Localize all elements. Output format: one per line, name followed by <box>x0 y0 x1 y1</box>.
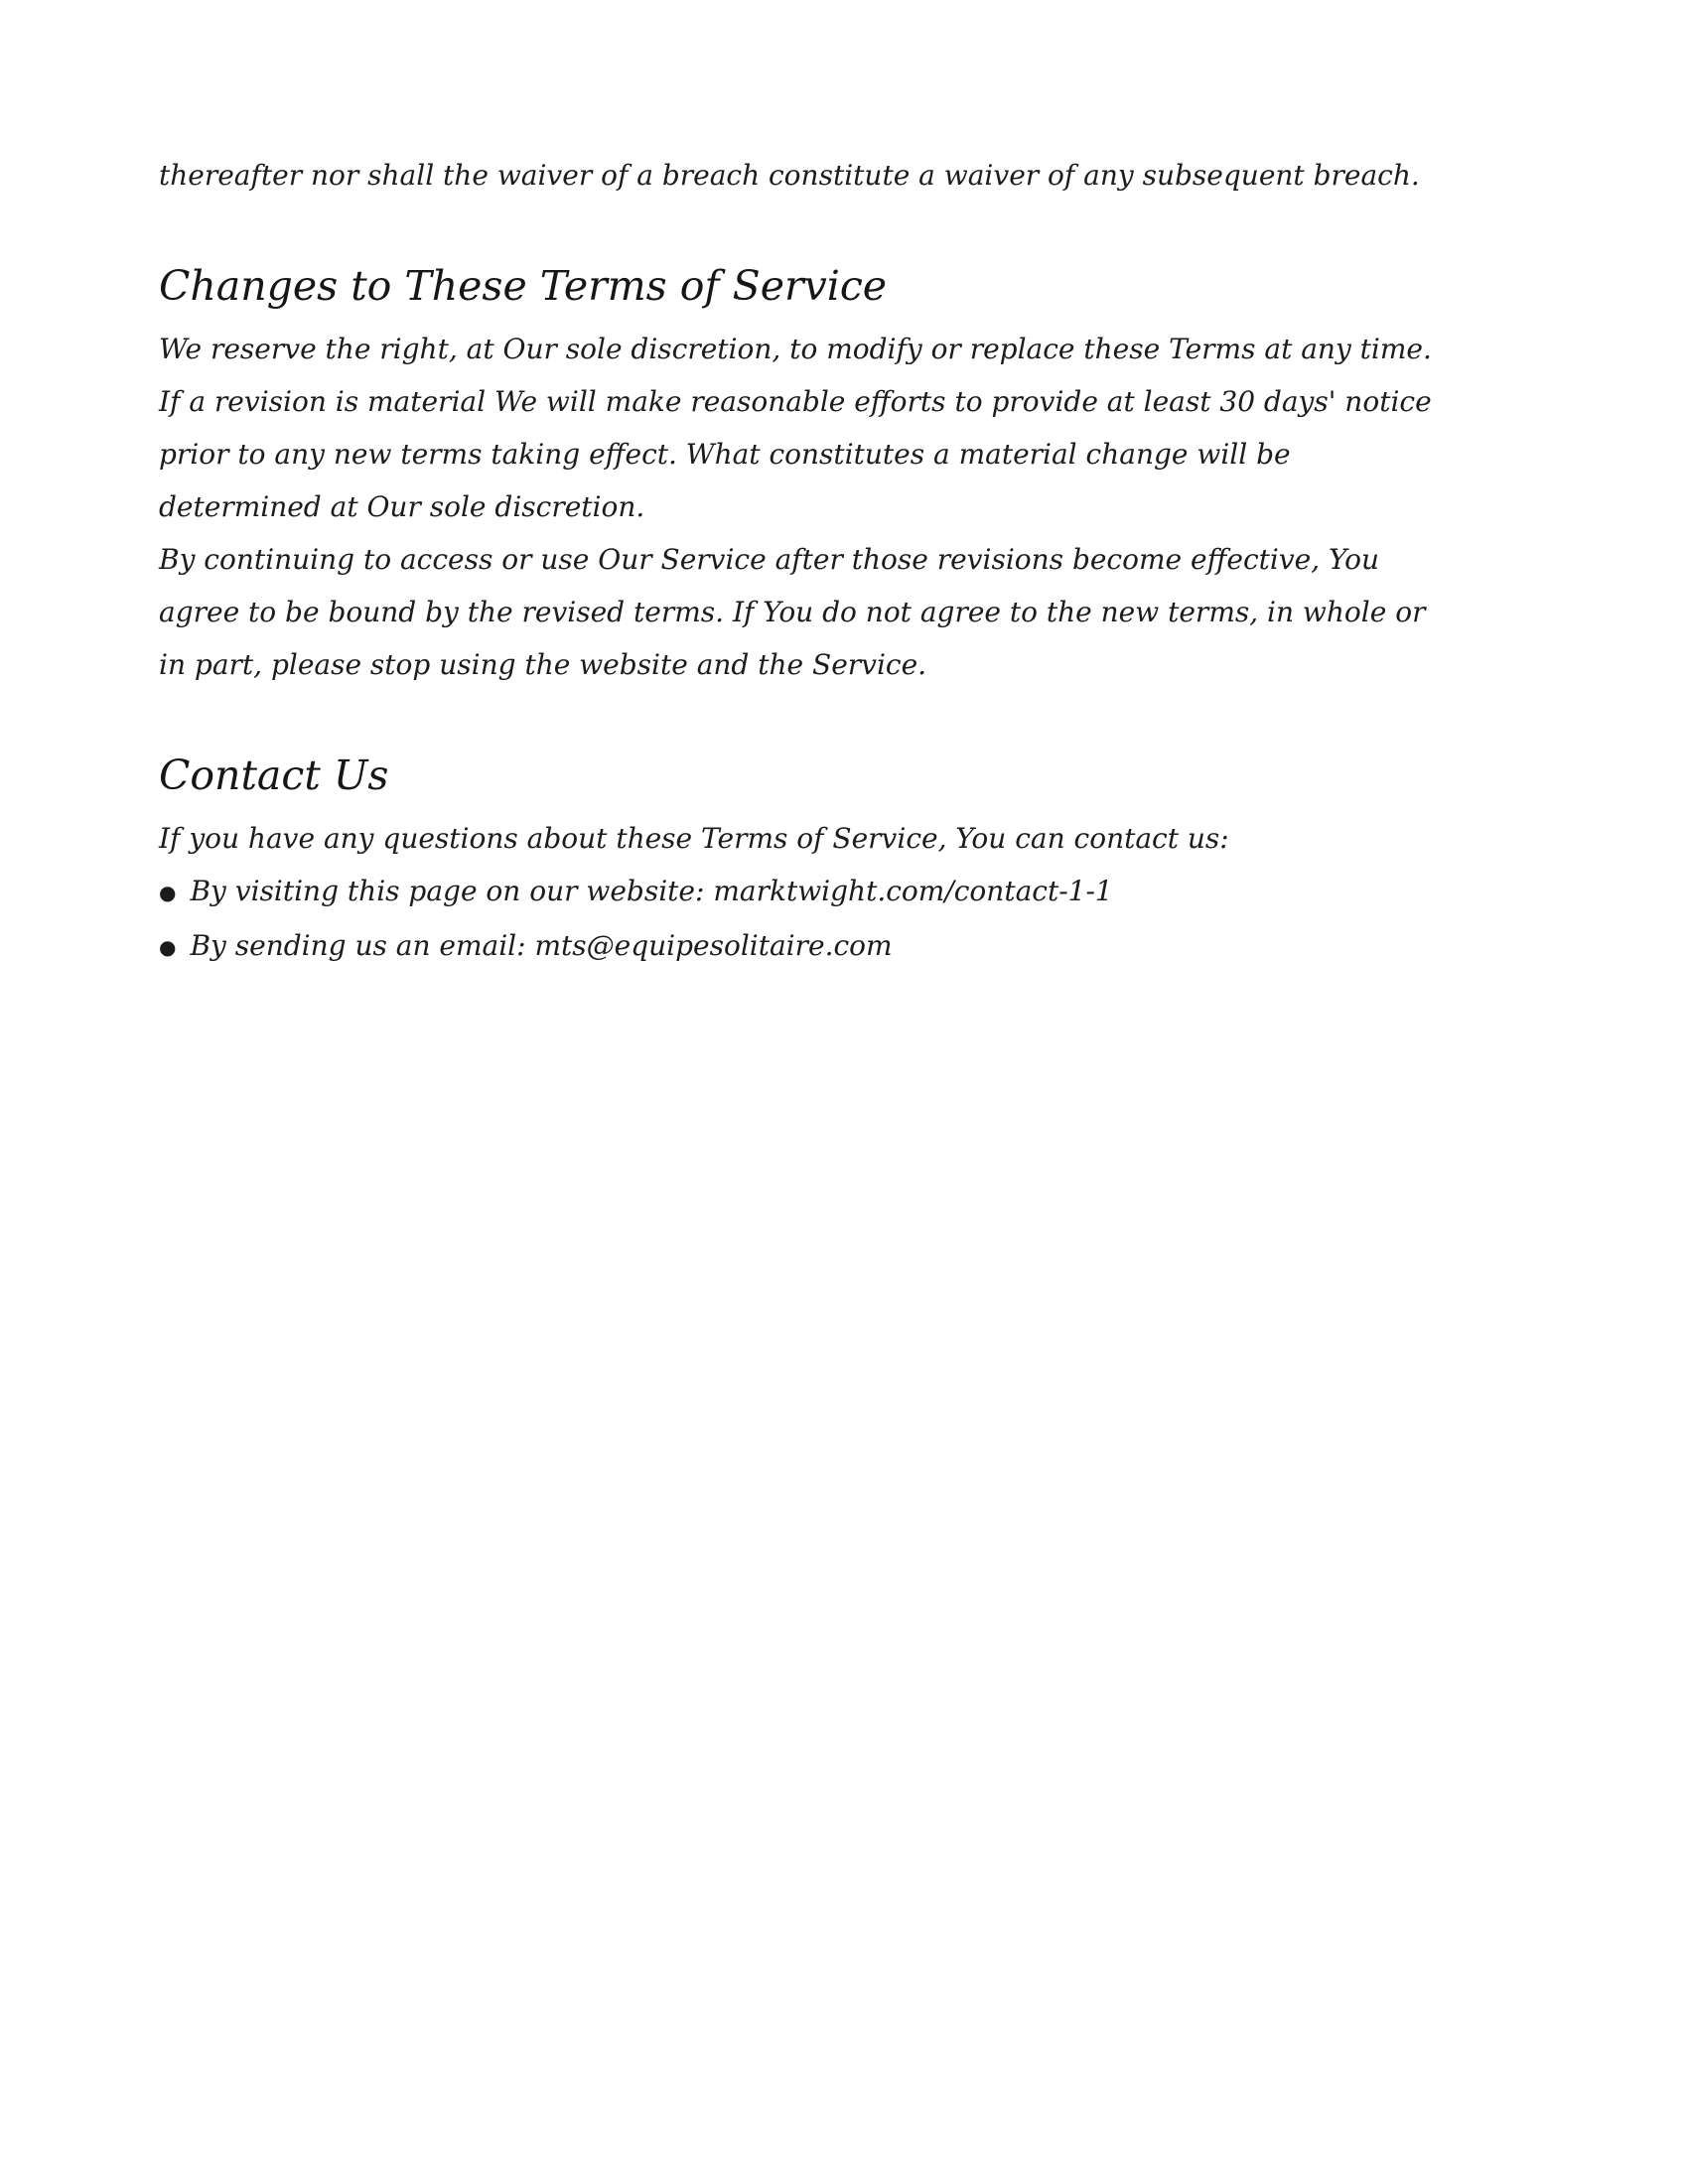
contact-email-label: By sending us an email: <box>190 929 535 962</box>
contact-email-address: mts@equipesolitaire.com <box>534 929 893 962</box>
paragraph-contact-intro: If you have any questions about these Terms of Service, You can contact us: <box>159 822 1229 855</box>
section-heading-changes-to-terms: Changes to These Terms of Service <box>159 262 888 310</box>
contact-website-label: By visiting this page on our website: <box>190 875 714 907</box>
paragraph-changes-revision: We reserve the right, at Our sole discretion, to modify or replace these Terms at any time. If a revision is material We will make reasonable efforts to provide at least 30 days' notice prior to any new terms taking effect. What constitutes a material change will be determined at Our sole discretion. <box>159 333 1432 523</box>
contact-website-url: marktwight.com/contact-1-1 <box>713 875 1113 907</box>
paragraph-waiver-continuation: thereafter nor shall the waiver of a breach constitute a waiver of any subsequent breach. <box>159 159 1420 192</box>
bullet-icon: ● <box>159 881 177 904</box>
list-item-contact-website <box>159 865 1440 919</box>
list-item-contact-email <box>159 919 1440 974</box>
section-heading-contact-us: Contact Us <box>159 751 389 799</box>
bullet-icon: ● <box>159 935 177 959</box>
contact-methods-list <box>159 865 1440 974</box>
paragraph-changes-continued-use: By continuing to access or use Our Service after those revisions become effective, You agree to be bound by the revised terms. If You do not agree to the new terms, in whole or in part, please stop using the website and the Service. <box>159 543 1426 681</box>
